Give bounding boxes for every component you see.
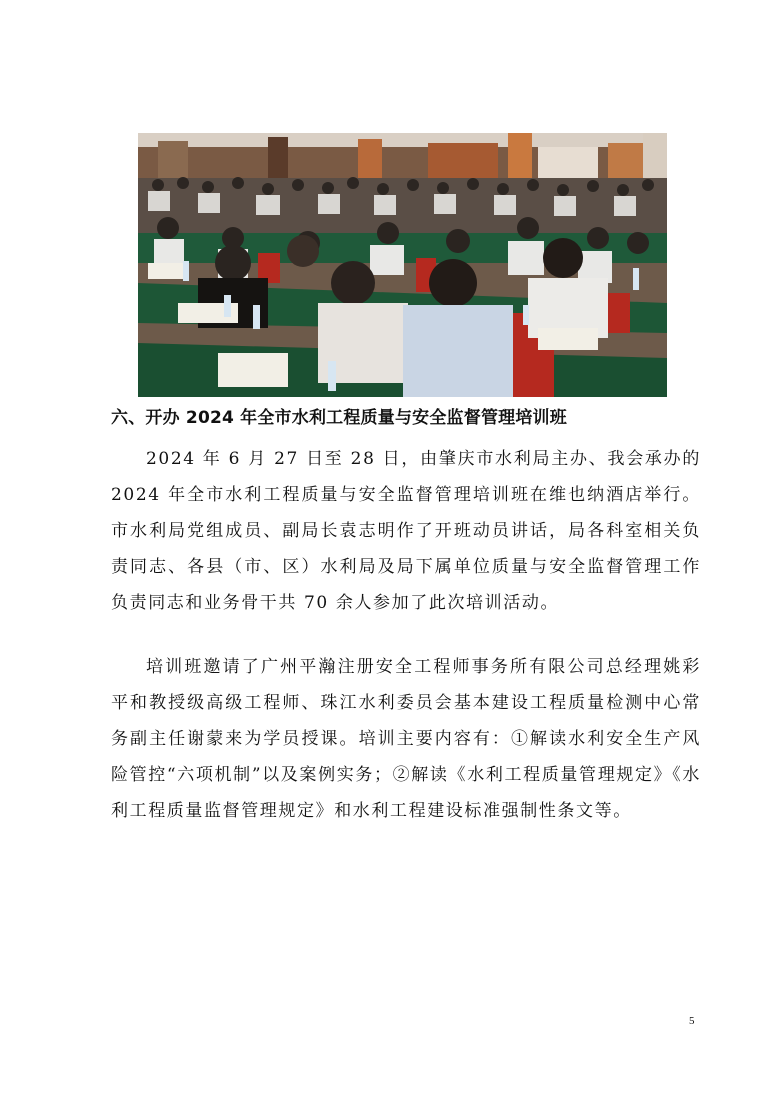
- body-paragraph-1: [111, 441, 701, 621]
- paragraph-text: 2024 年 6 月 27 日至 28 日，由肇庆市水利局主办、我会承办的 2024 年全市水利工程质量与安全监督管理培训班在维也纳酒店举行。市水利局党组成员、副局长袁志明作了开班动员讲话，局各科室相关负责同志、各县（市、区）水利局及局下属单位质量与安全监督管理工作负责同志和业务骨干共 70 余人参加了此次培训活动。: [111, 449, 701, 613]
- page-number: 5: [689, 1015, 695, 1027]
- body-paragraph-2: [111, 649, 701, 829]
- paragraph-text: 培训班邀请了广州平瀚注册安全工程师事务所有限公司总经理姚彩平和教授级高级工程师、珠江水利委员会基本建设工程质量检测中心常务副主任谢蒙来为学员授课。培训主要内容有：①解读水利安全生产风险管控“六项机制”以及案例实务；②解读《水利工程质量管理规定》《水利工程质量监督管理规定》和水利工程建设标准强制性条文等。: [111, 657, 701, 821]
- training-photo: [138, 133, 667, 397]
- section-heading: 六、开办 2024 年全市水利工程质量与安全监督管理培训班: [111, 408, 567, 428]
- training-room-illustration: [138, 133, 667, 397]
